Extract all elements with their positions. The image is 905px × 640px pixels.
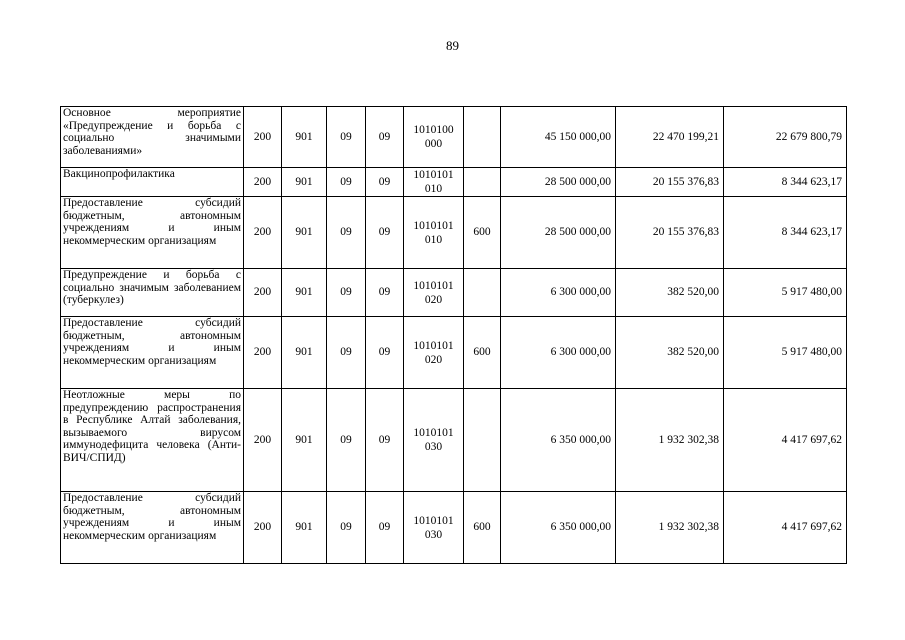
rz-cell: 09 — [327, 107, 366, 168]
cs-cell — [404, 269, 464, 317]
cs-cell — [404, 317, 464, 389]
cs-line-2: 030 — [424, 528, 443, 541]
row-name: Основное мероприятие «Предупреждение и борьба с социально значимыми заболеваниями» — [61, 107, 244, 168]
vr-cell — [464, 107, 501, 168]
row-name: Предоставление субсидий бюджетным, автономным учреждениям и иным некоммерческим организациям — [61, 197, 244, 269]
sum3-cell: 22 679 800,79 — [724, 107, 847, 168]
rz-cell: 09 — [327, 317, 366, 389]
cs-cell — [404, 492, 464, 564]
vr-cell — [464, 168, 501, 197]
rz-cell: 09 — [327, 492, 366, 564]
ved-cell: 901 — [282, 107, 327, 168]
sum2-cell: 1 932 302,38 — [616, 492, 724, 564]
rz-cell: 09 — [327, 197, 366, 269]
vr-cell: 600 — [464, 197, 501, 269]
cs-line-2: 020 — [424, 353, 443, 366]
grbs-cell: 200 — [244, 492, 282, 564]
cs-line-2: 010 — [424, 183, 443, 195]
sum2-cell: 382 520,00 — [616, 317, 724, 389]
cs-cell — [404, 197, 464, 269]
sum2-cell: 1 932 302,38 — [616, 389, 724, 492]
vr-cell — [464, 389, 501, 492]
ved-cell: 901 — [282, 269, 327, 317]
sum2-cell: 382 520,00 — [616, 269, 724, 317]
rz-cell: 09 — [327, 168, 366, 197]
grbs-cell: 200 — [244, 168, 282, 197]
vr-cell: 600 — [464, 492, 501, 564]
cs-line-2: 010 — [424, 233, 443, 246]
pr-cell: 09 — [366, 492, 404, 564]
grbs-cell: 200 — [244, 317, 282, 389]
pr-cell: 09 — [366, 168, 404, 197]
row-name: Предупреждение и борьба с социально значимым заболеванием (туберкулез) — [61, 269, 244, 317]
row-name: Предоставление субсидий бюджетным, автономным учреждениям и иным некоммерческим организациям — [61, 492, 244, 564]
table-row — [61, 317, 847, 389]
grbs-cell: 200 — [244, 389, 282, 492]
pr-cell: 09 — [366, 107, 404, 168]
sum1-cell: 45 150 000,00 — [501, 107, 616, 168]
cs-cell — [404, 107, 464, 168]
table-row — [61, 389, 847, 492]
sum1-cell: 6 300 000,00 — [501, 269, 616, 317]
row-name: Неотложные меры по предупреждению распространения в Республике Алтай заболевания, вызываемого вирусом иммунодефицита человека (Анти-ВИЧ/СПИД) — [61, 389, 244, 492]
sum2-cell: 22 470 199,21 — [616, 107, 724, 168]
sum1-cell: 6 350 000,00 — [501, 389, 616, 492]
cs-line-1: 1010101 — [413, 169, 454, 181]
cs-cell — [404, 389, 464, 492]
pr-cell: 09 — [366, 317, 404, 389]
sum1-cell: 28 500 000,00 — [501, 197, 616, 269]
rz-cell: 09 — [327, 269, 366, 317]
cs-cell — [404, 168, 464, 197]
table-row — [61, 168, 847, 197]
cs-line-1: 1010101 — [413, 514, 454, 527]
ved-cell: 901 — [282, 197, 327, 269]
ved-cell: 901 — [282, 317, 327, 389]
pr-cell: 09 — [366, 269, 404, 317]
rz-cell: 09 — [327, 389, 366, 492]
grbs-cell: 200 — [244, 197, 282, 269]
cs-line-1: 1010100 — [413, 124, 454, 136]
sum1-cell: 6 350 000,00 — [501, 492, 616, 564]
row-name: Предоставление субсидий бюджетным, автономным учреждениям и иным некоммерческим организациям — [61, 317, 244, 389]
sum1-cell: 28 500 000,00 — [501, 168, 616, 197]
pr-cell: 09 — [366, 197, 404, 269]
table-row — [61, 107, 847, 168]
table-row — [61, 492, 847, 564]
vr-cell — [464, 269, 501, 317]
page-number: 89 — [446, 38, 459, 53]
ved-cell: 901 — [282, 389, 327, 492]
vr-cell: 600 — [464, 317, 501, 389]
cs-line-1: 1010101 — [413, 427, 454, 439]
sum3-cell: 4 417 697,62 — [724, 389, 847, 492]
sum1-cell: 6 300 000,00 — [501, 317, 616, 389]
cs-line-2: 000 — [424, 138, 443, 150]
cs-line-1: 1010101 — [413, 279, 454, 292]
sum3-cell: 8 344 623,17 — [724, 197, 847, 269]
ved-cell: 901 — [282, 168, 327, 197]
ved-cell: 901 — [282, 492, 327, 564]
table-row — [61, 197, 847, 269]
sum3-cell: 8 344 623,17 — [724, 168, 847, 197]
cs-line-1: 1010101 — [413, 219, 454, 232]
sum3-cell: 5 917 480,00 — [724, 269, 847, 317]
sum3-cell: 4 417 697,62 — [724, 492, 847, 564]
row-name: Вакцинопрофилактика — [61, 168, 244, 197]
grbs-cell: 200 — [244, 107, 282, 168]
sum2-cell: 20 155 376,83 — [616, 168, 724, 197]
sum3-cell: 5 917 480,00 — [724, 317, 847, 389]
cs-line-2: 030 — [424, 441, 443, 453]
table-row — [61, 269, 847, 317]
cs-line-1: 1010101 — [413, 339, 454, 352]
sum2-cell: 20 155 376,83 — [616, 197, 724, 269]
budget-table — [60, 106, 847, 564]
cs-line-2: 020 — [424, 293, 443, 306]
pr-cell: 09 — [366, 389, 404, 492]
grbs-cell: 200 — [244, 269, 282, 317]
